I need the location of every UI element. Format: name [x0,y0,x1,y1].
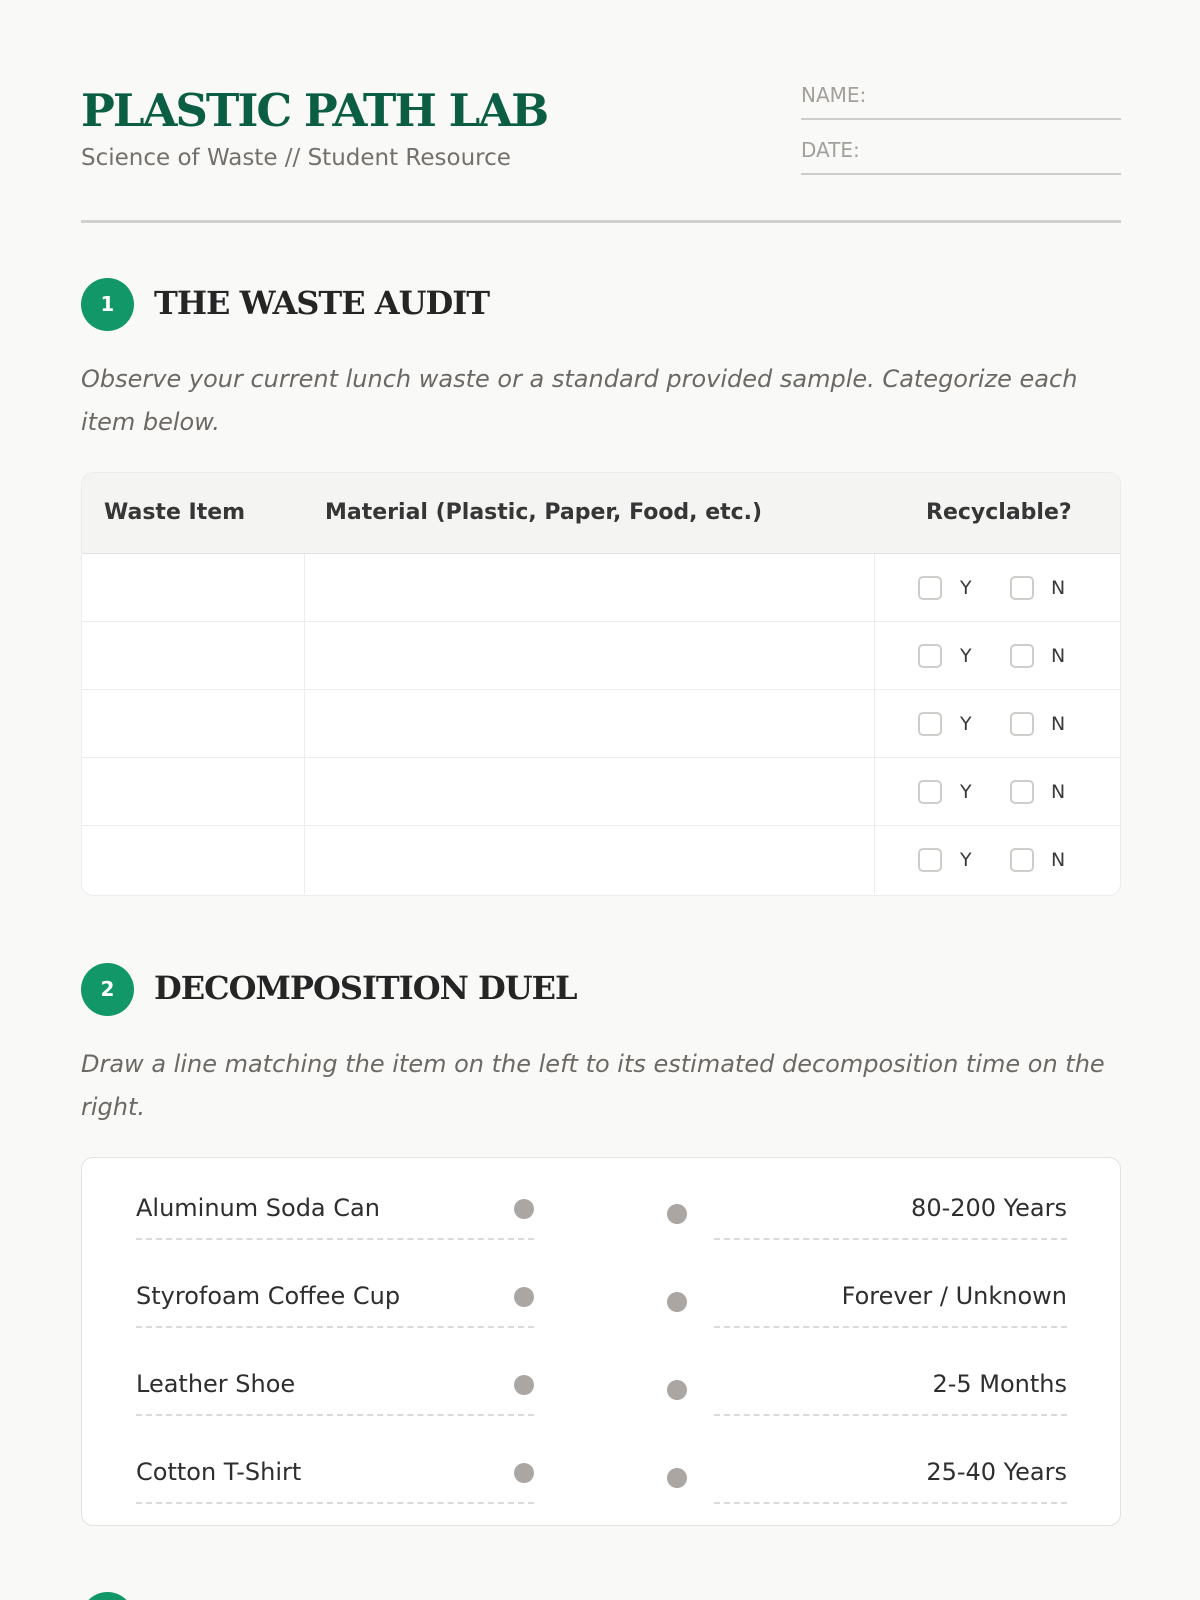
recyclable-yes-label: Y [960,849,972,871]
recyclable-no-label: N [1051,645,1066,667]
decomposition-time: 25-40 Years [926,1458,1067,1486]
item-label [136,1252,534,1328]
name-field[interactable] [801,80,1121,120]
recyclable-yes-label: Y [960,577,972,599]
item-label [136,1164,534,1240]
name-label: NAME: [801,83,867,107]
waste-item-cell[interactable] [82,622,305,690]
time-label [714,1164,1067,1240]
recyclable-yes-checkbox[interactable] [918,848,942,872]
item-name: Cotton T-Shirt [136,1458,302,1486]
material-cell[interactable] [305,690,875,758]
recyclable-no-label: N [1051,849,1066,871]
decomposition-time: 80-200 Years [911,1194,1067,1222]
recyclable-yes-label: Y [960,781,972,803]
waste-item-cell[interactable] [82,690,305,758]
time-connector-dot[interactable] [667,1468,687,1488]
time-label [714,1252,1067,1328]
section-1-instructions: Observe your current lunch waste or a standard provided sample. Categorize each item below. [81,365,1078,436]
item-connector-dot[interactable] [514,1287,534,1307]
table-row [82,826,1121,894]
date-field[interactable] [801,135,1121,175]
next-step-badge [81,1592,134,1600]
recyclable-no-label: N [1051,781,1066,803]
recyclable-yes-label: Y [960,645,972,667]
matching-activity [81,1157,1121,1526]
time-label [714,1428,1067,1504]
worksheet-header [81,0,1121,224]
match-row [82,1164,1122,1252]
worksheet-subtitle: Science of Waste // Student Resource [81,145,511,171]
step-number-badge: 2 [81,963,134,1016]
recyclable-cell [875,826,1121,894]
section-2-title: DECOMPOSITION DUEL [154,969,577,1007]
waste-audit-table [81,472,1121,896]
match-row [82,1340,1122,1428]
recyclable-no-label: N [1051,577,1066,599]
recyclable-yes-checkbox[interactable] [918,712,942,736]
recyclable-no-checkbox[interactable] [1010,712,1034,736]
waste-item-cell[interactable] [82,826,305,894]
recyclable-no-checkbox[interactable] [1010,848,1034,872]
column-header-recyclable: Recyclable? [926,500,1072,525]
worksheet-title: PLASTIC PATH LAB [81,84,548,137]
material-cell[interactable] [305,758,875,826]
recyclable-cell [875,758,1121,826]
recyclable-cell [875,622,1121,690]
match-row [82,1428,1122,1516]
recyclable-cell [875,554,1121,622]
recyclable-no-label: N [1051,713,1066,735]
material-cell[interactable] [305,554,875,622]
recyclable-yes-checkbox[interactable] [918,644,942,668]
item-label [136,1428,534,1504]
waste-item-cell[interactable] [82,554,305,622]
recyclable-yes-checkbox[interactable] [918,780,942,804]
section-1-heading [81,278,1121,332]
column-header-waste-item: Waste Item [104,500,246,525]
recyclable-yes-label: Y [960,713,972,735]
item-name: Aluminum Soda Can [136,1194,380,1222]
material-cell[interactable] [305,622,875,690]
recyclable-no-checkbox[interactable] [1010,780,1034,804]
step-number-badge: 1 [81,278,134,331]
item-connector-dot[interactable] [514,1375,534,1395]
time-connector-dot[interactable] [667,1204,687,1224]
date-label: DATE: [801,138,860,162]
header-divider [81,220,1121,223]
decomposition-time: Forever / Unknown [841,1282,1067,1310]
table-header-row [82,473,1121,554]
item-name: Leather Shoe [136,1370,296,1398]
table-row [82,554,1121,622]
item-connector-dot[interactable] [514,1199,534,1219]
recyclable-yes-checkbox[interactable] [918,576,942,600]
section-2-heading [81,963,1121,1017]
recyclable-no-checkbox[interactable] [1010,644,1034,668]
column-header-material: Material (Plastic, Paper, Food, etc.) [325,500,763,525]
time-connector-dot[interactable] [667,1380,687,1400]
recyclable-cell [875,690,1121,758]
waste-item-cell[interactable] [82,758,305,826]
item-name: Styrofoam Coffee Cup [136,1282,401,1310]
table-row [82,758,1121,826]
section-2-instructions: Draw a line matching the item on the left to its estimated decomposition time on the right. [81,1050,1105,1121]
item-label [136,1340,534,1416]
table-row [82,622,1121,690]
time-label [714,1340,1067,1416]
time-connector-dot[interactable] [667,1292,687,1312]
match-row [82,1252,1122,1340]
recyclable-no-checkbox[interactable] [1010,576,1034,600]
decomposition-time: 2-5 Months [932,1370,1067,1398]
section-1-title: THE WASTE AUDIT [154,284,490,322]
item-connector-dot[interactable] [514,1463,534,1483]
table-row [82,690,1121,758]
material-cell[interactable] [305,826,875,894]
